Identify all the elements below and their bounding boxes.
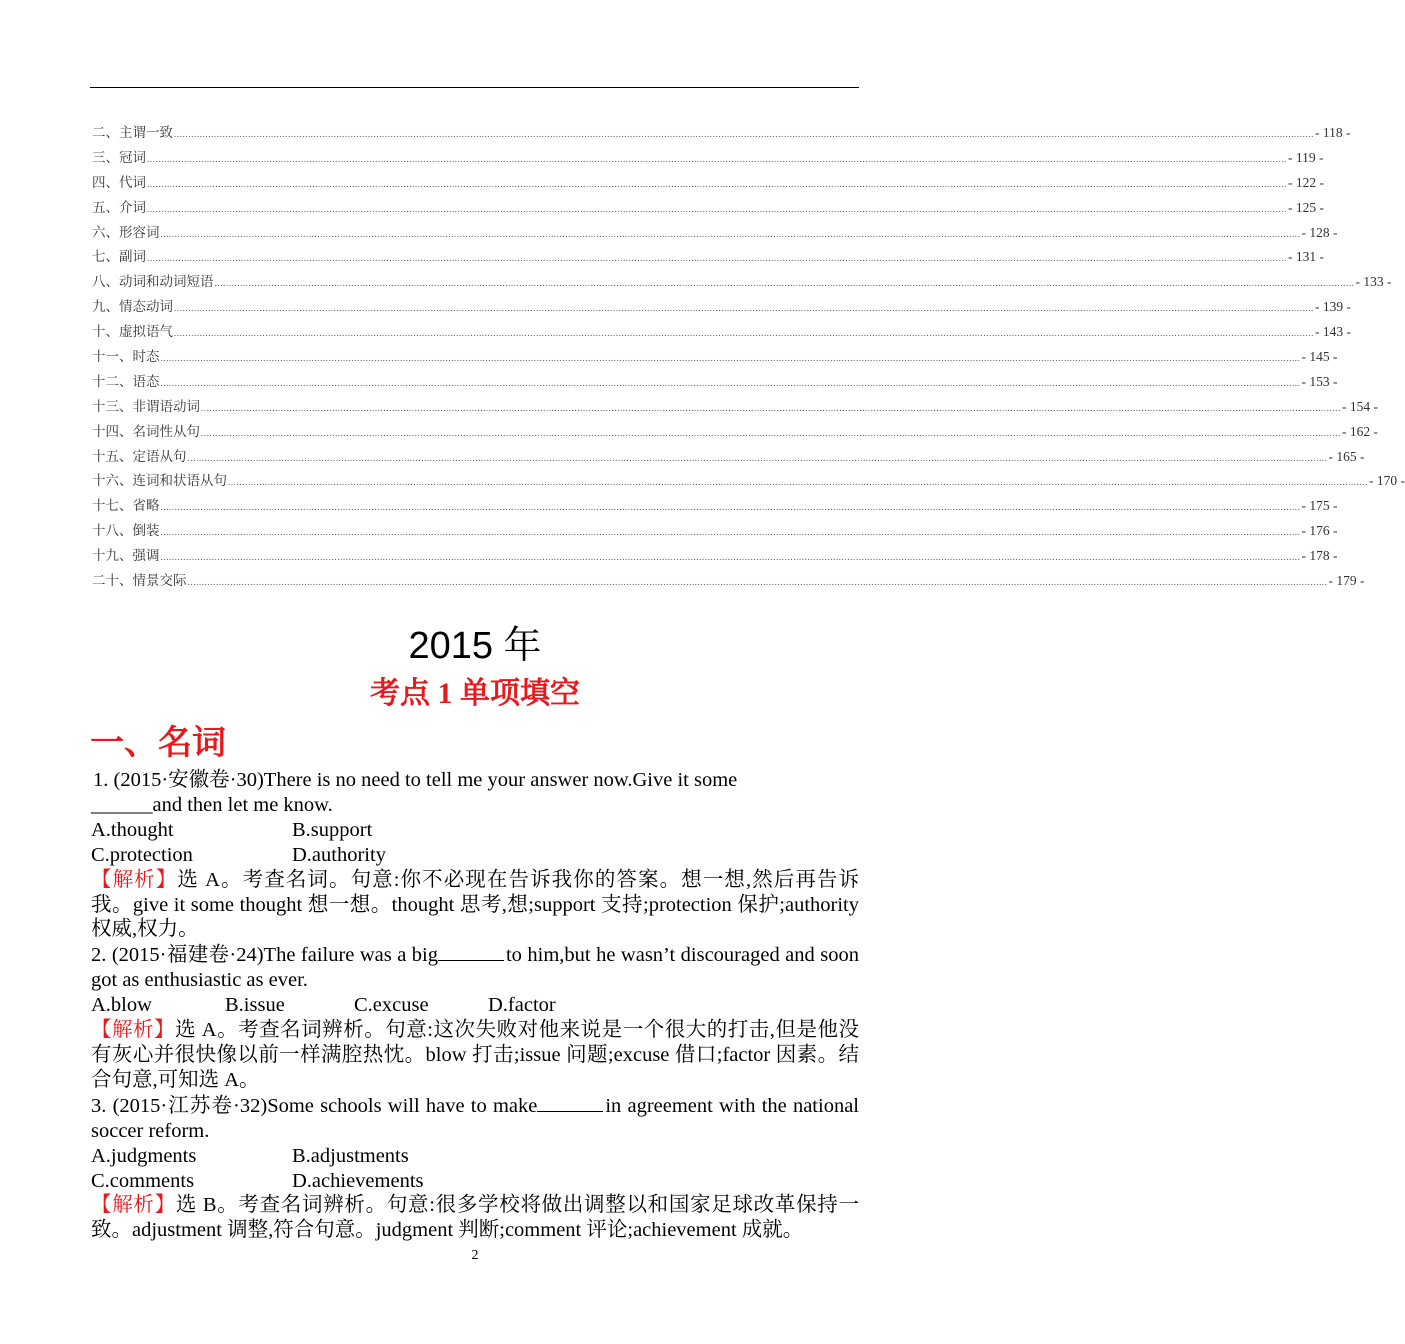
toc-entry[interactable] <box>92 295 1351 320</box>
toc-entry-label: 十二、语态 <box>92 373 160 389</box>
question-stem: 3. (2015·江苏卷·32)Some schools will have to make in agreement with the national soccer reform. <box>91 1094 859 1142</box>
question-stem: 1. (2015·安徽卷·30)There is no need to tell me your answer now.Give it some <box>93 769 738 791</box>
toc-entry-label: 十四、名词性从句 <box>92 423 200 439</box>
analysis-text: 选 A。考查名词。句意:你不必现在告诉我你的答案。想一想,然后再告诉我。give it some thought 想一想。thought 思考,想;support 支持;protection 保护;authority 权威,权力。 <box>91 868 860 941</box>
toc-leader-dots: ................................................................................................................................................................................................................................................................................................................................................................................................................ <box>174 129 1314 139</box>
toc-leader-dots: ................................................................................................................................................................................................................................................................................................................................................................................................................ <box>214 278 1355 289</box>
analysis-tag: 【解析】 <box>91 868 178 891</box>
toc-entry-label: 十六、连词和状语从句 <box>92 473 227 489</box>
toc-entry-label: 九、情态动词 <box>92 299 173 315</box>
toc-entry-label: 四、代词 <box>92 174 146 190</box>
toc-entry-page: - 133 - <box>1355 274 1392 290</box>
toc-leader-dots: ................................................................................................................................................................................................................................................................................................................................................................................................................ <box>160 502 1301 513</box>
toc-entry-label: 二、主谓一致 <box>92 125 173 140</box>
toc-entry-label: 五、介词 <box>92 199 146 215</box>
question-3 <box>91 1093 859 1243</box>
toc-entry-label: 八、动词和动词短语 <box>92 274 214 290</box>
toc-leader-dots: ................................................................................................................................................................................................................................................................................................................................................................................................................ <box>160 353 1301 364</box>
option-d: D.authority <box>292 843 386 866</box>
toc-entry-page: - 119 - <box>1288 149 1324 165</box>
toc-entry[interactable] <box>92 121 1351 146</box>
toc-entry-label: 三、冠词 <box>92 149 146 165</box>
option-a: A.judgments <box>91 1144 197 1167</box>
question-stem: 2. (2015·福建卷·24)The failure was a big to him,but he wasn’t discouraged and soon got as enthusiastic as ever. <box>91 944 859 992</box>
toc-leader-dots: ................................................................................................................................................................................................................................................................................................................................................................................................................ <box>174 303 1314 314</box>
toc-entry-page: - 153 - <box>1301 373 1338 389</box>
option-b: B.issue <box>225 994 285 1017</box>
option-b: B.adjustments <box>292 1144 409 1167</box>
question-1 <box>91 768 859 942</box>
toc-entry-label: 六、形容词 <box>92 224 160 240</box>
toc-entry[interactable] <box>92 245 1324 270</box>
toc-entry[interactable] <box>92 221 1338 246</box>
topic-heading: 考点 1 单项填空 <box>370 677 580 710</box>
toc-leader-dots: ................................................................................................................................................................................................................................................................................................................................................................................................................ <box>160 228 1301 239</box>
toc-leader-dots: ................................................................................................................................................................................................................................................................................................................................................................................................................ <box>147 203 1287 214</box>
toc-entry-page: - 125 - <box>1288 199 1324 215</box>
toc-entry[interactable] <box>92 395 1378 420</box>
toc-leader-dots: ................................................................................................................................................................................................................................................................................................................................................................................................................ <box>228 477 1368 488</box>
toc-leader-dots: ................................................................................................................................................................................................................................................................................................................................................................................................................ <box>201 427 1341 438</box>
toc-entry-label: 十三、非谓语动词 <box>92 398 200 414</box>
toc-entry[interactable] <box>92 420 1378 445</box>
toc-entry-label: 十五、定语从句 <box>92 448 187 464</box>
analysis-text: 选 A。考查名词辨析。句意:这次失败对他来说是一个很大的打击,但是他没有灰心并很快像以前一样满腔热忱。blow 打击;issue 问题;excuse 借口;factor 因素。结合句意,可知选 A。 <box>91 1019 860 1091</box>
section-heading: 一、名词 <box>90 725 226 762</box>
toc-entry-page: - 145 - <box>1301 349 1338 365</box>
toc-entry[interactable] <box>92 544 1338 569</box>
toc-leader-dots: ................................................................................................................................................................................................................................................................................................................................................................................................................ <box>147 253 1287 264</box>
toc-entry-page: - 162 - <box>1342 423 1378 439</box>
toc-entry-label: 七、副词 <box>92 249 146 265</box>
table-of-contents <box>92 121 1405 594</box>
toc-leader-dots: ................................................................................................................................................................................................................................................................................................................................................................................................................ <box>160 552 1301 563</box>
options-row <box>91 818 859 843</box>
toc-entry[interactable] <box>92 519 1338 544</box>
options-row <box>91 993 859 1018</box>
toc-entry-label: 十一、时态 <box>92 349 160 365</box>
option-c: C.comments <box>91 1169 195 1192</box>
header-rule <box>90 87 859 88</box>
toc-entry-label: 二十、情景交际 <box>92 573 187 589</box>
toc-leader-dots: ................................................................................................................................................................................................................................................................................................................................................................................................................ <box>201 402 1341 413</box>
toc-leader-dots: ................................................................................................................................................................................................................................................................................................................................................................................................................ <box>147 178 1287 189</box>
toc-entry-label: 十九、强调 <box>92 548 160 564</box>
toc-entry[interactable] <box>92 270 1392 295</box>
analysis-text: 选 B。考查名词辨析。句意:很多学校将做出调整以和国家足球改革保持一致。adjustment 调整,符合句意。judgment 判断;comment 评论;achievement 成就。 <box>91 1194 859 1242</box>
toc-leader-dots: ................................................................................................................................................................................................................................................................................................................................................................................................................ <box>187 452 1328 463</box>
toc-entry-page: - 143 - <box>1315 324 1351 340</box>
toc-entry-label: 十七、省略 <box>92 498 160 514</box>
toc-entry-page: - 118 - <box>1315 125 1351 140</box>
toc-entry-page: - 178 - <box>1301 548 1338 564</box>
toc-entry[interactable] <box>92 196 1324 221</box>
toc-entry-page: - 122 - <box>1288 174 1324 190</box>
toc-entry-page: - 131 - <box>1288 249 1324 265</box>
toc-entry[interactable] <box>92 445 1365 470</box>
option-b: B.support <box>292 818 373 841</box>
toc-entry[interactable] <box>92 320 1351 345</box>
toc-entry-page: - 154 - <box>1342 398 1378 414</box>
question-2 <box>91 942 859 1092</box>
option-d: D.factor <box>488 994 556 1017</box>
option-c: C.protection <box>91 843 193 866</box>
toc-entry-label: 十八、倒装 <box>92 523 160 539</box>
toc-entry[interactable] <box>92 370 1338 395</box>
options-row <box>91 843 859 868</box>
toc-entry-page: - 175 - <box>1301 498 1338 514</box>
analysis-tag: 【解析】 <box>91 1019 176 1042</box>
toc-entry[interactable] <box>92 345 1338 370</box>
analysis <box>91 1193 859 1243</box>
toc-leader-dots: ................................................................................................................................................................................................................................................................................................................................................................................................................ <box>147 153 1287 164</box>
toc-leader-dots: ................................................................................................................................................................................................................................................................................................................................................................................................................ <box>174 328 1314 339</box>
toc-leader-dots: ................................................................................................................................................................................................................................................................................................................................................................................................................ <box>187 577 1328 588</box>
options-row <box>91 1144 859 1169</box>
options-row <box>91 1169 859 1194</box>
question-stem-continued: ______and then let me know. <box>91 793 333 816</box>
page-number: 2 <box>471 1248 479 1263</box>
toc-entry-page: - 179 - <box>1328 573 1365 589</box>
answer-blank <box>537 1093 603 1112</box>
toc-leader-dots: ................................................................................................................................................................................................................................................................................................................................................................................................................ <box>160 527 1301 538</box>
toc-entry-page: - 128 - <box>1301 224 1338 240</box>
toc-leader-dots: ................................................................................................................................................................................................................................................................................................................................................................................................................ <box>160 377 1301 388</box>
toc-entry[interactable] <box>92 146 1324 171</box>
analysis <box>91 868 859 943</box>
option-c: C.excuse <box>354 994 429 1017</box>
toc-entry[interactable] <box>92 469 1405 494</box>
toc-entry-page: - 170 - <box>1369 473 1405 489</box>
toc-entry-page: - 176 - <box>1301 523 1338 539</box>
year-heading: 2015 年 <box>408 625 542 667</box>
toc-entry-page: - 139 - <box>1315 299 1351 315</box>
option-a: A.thought <box>91 818 174 841</box>
analysis <box>91 1018 859 1093</box>
analysis-tag: 【解析】 <box>91 1194 176 1217</box>
toc-entry-label: 十、虚拟语气 <box>92 324 173 340</box>
question-body <box>91 768 859 1243</box>
toc-entry[interactable] <box>92 494 1338 519</box>
toc-entry[interactable] <box>92 569 1365 594</box>
option-d: D.achievements <box>292 1169 424 1192</box>
answer-blank <box>438 942 504 961</box>
option-a: A.blow <box>91 994 152 1017</box>
toc-entry[interactable] <box>92 171 1324 196</box>
toc-entry-page: - 165 - <box>1328 448 1365 464</box>
